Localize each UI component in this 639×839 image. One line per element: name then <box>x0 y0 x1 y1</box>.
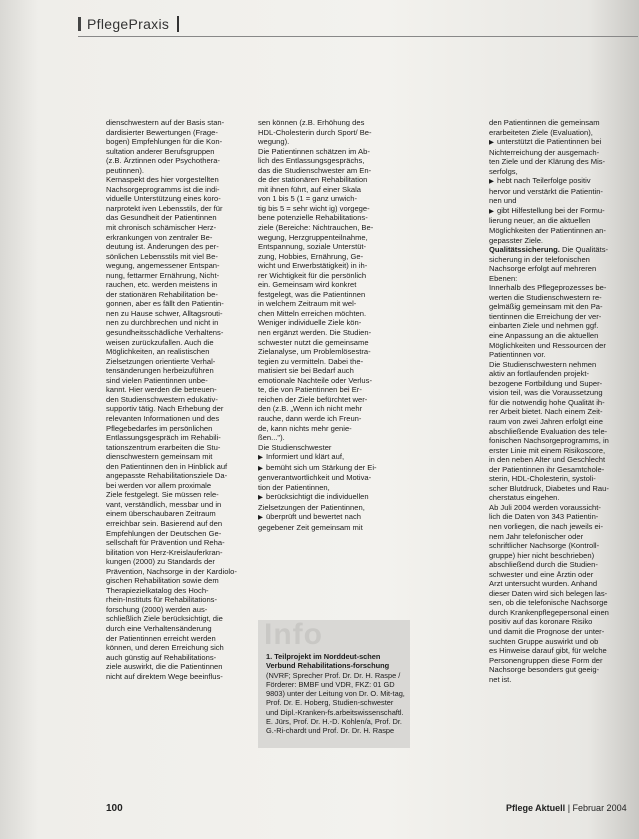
text-line: sicherung in der telefonischen <box>489 254 590 264</box>
text-line: vant, verständlich, messbar und in <box>106 499 222 509</box>
text-line: dieser Daten wird sich belegen las- <box>489 588 608 598</box>
text-line: ten Ziele und der Klärung des Mis- <box>489 157 606 167</box>
text-line: der Patientinnen ihr Gesamtchole- <box>489 464 605 474</box>
text-line: Patientinnen vor. <box>489 350 546 360</box>
info-box-lead: 1. Teilprojekt im Norddeut-schen Verbund Rehabilitations-forschung <box>266 652 390 671</box>
text-line: rer Arbeit bietet. Nach einem Zeit- <box>489 407 603 417</box>
text-line: den Patientinnen den in Hinblick auf <box>106 461 228 471</box>
text-line: Möglichkeiten und Ressourcen der <box>489 340 606 350</box>
text-line: schriftlicher Nachsorge (Kontroll- <box>489 541 600 551</box>
header-rule <box>78 36 638 37</box>
footer-credit <box>506 803 627 813</box>
text-line: das die Studienschwester am En- <box>258 165 372 175</box>
text-fragment: Die Qualitäts- <box>559 245 609 255</box>
section-title: PflegePraxis <box>87 16 170 32</box>
text-column-3 <box>489 118 637 684</box>
text-line: ziele (Bereiche: Nichtrauchen, Be- <box>258 223 374 233</box>
text-line: Nachsorgeprogramms ist die indi- <box>106 184 220 194</box>
text-line: Kernaspekt des hier vorgestellten <box>106 175 219 185</box>
footer-separator: | <box>567 803 573 813</box>
text-column-1 <box>106 118 254 681</box>
text-line: erster Linie mit einem Risikoscore, <box>489 445 606 455</box>
text-line: de der stationären Rehabilitation <box>258 175 368 185</box>
text-line: dardisierter Bewertungen (Frage- <box>106 127 218 137</box>
text-line: rauche, dann werde ich Freun- <box>258 413 362 423</box>
text-line: Nichterreichung der ausgemach- <box>489 147 600 157</box>
text-line: in welchem Zeitraum mit wel- <box>258 299 357 309</box>
text-line: nem Jahr telefonischer oder <box>489 531 584 541</box>
bullet-line: ▶ berücksichtigt die individuellen <box>258 492 410 503</box>
text-line: erkrankungen von zentraler Be- <box>106 232 213 242</box>
text-line: können, und deren Erreichung sich <box>106 643 224 653</box>
text-line: bilitation von Herz-Kreislauferkran- <box>106 547 223 557</box>
text-line: angepasste Rehabilitationsziele Da- <box>106 471 228 481</box>
text-line: Ab Juli 2004 werden voraussicht- <box>489 502 601 512</box>
issue-date: Februar 2004 <box>572 803 627 813</box>
text-line: erreichbar sein. Basierend auf den <box>106 518 223 528</box>
text-line: nen ergänzt werden. Die Studien- <box>258 328 372 338</box>
text-line: den (z.B. „Wenn ich nicht mehr <box>258 404 363 414</box>
page-number: 100 <box>106 803 123 814</box>
text-line: ziele auswirkt, die die Patientinnen <box>106 662 223 672</box>
text-line: erarbeiteten Ziele (Evaluation), <box>489 127 593 137</box>
text-line: gelmäßig gemeinsam mit den Pa- <box>489 302 603 312</box>
text-line: zung, Hobbies, Ernährung, Ge- <box>258 251 364 261</box>
text-line: schwester und eine Ärztin oder <box>489 569 594 579</box>
text-line: cherstatus eingehen. <box>489 493 560 503</box>
text-line: von 1 bis 5 (1 = ganz unwich- <box>258 194 357 204</box>
text-line: Nachsorge besonders gut geeig- <box>489 665 600 675</box>
text-line: bezogene Fortbildung und Super- <box>489 378 603 388</box>
text-line: net ist. <box>489 674 512 684</box>
text-line: schließlich Ziele berücksichtigt, die <box>106 614 223 624</box>
text-line: abschließende Evaluation des tele- <box>489 426 608 436</box>
info-box <box>258 620 410 748</box>
text-line: mit ihnen führt, auf einer Skala <box>258 184 361 194</box>
text-line: ßen..."). <box>258 433 285 443</box>
text-line: Möglichkeiten der Patientinnen an- <box>489 226 606 236</box>
text-column-2 <box>258 118 410 533</box>
text-line: chen Mitteln erreichen möchten. <box>258 308 367 318</box>
text-line: gesundheitsschädliche Verhaltens- <box>106 328 224 338</box>
text-line: kannt. Hier werden die betreuen- <box>106 385 217 395</box>
text-line: de, kann nichts mehr genie- <box>258 423 352 433</box>
text-line: Personengruppen diese Form der <box>489 655 603 665</box>
text-line: deutung ist. Änderungen des per- <box>106 242 219 252</box>
text-line: das Gesundheit der Patientinnen <box>106 213 217 223</box>
text-line: lich die Daten von 343 Patientin- <box>489 512 599 522</box>
header-marker <box>78 17 81 31</box>
text-line: und damit die Prognose der unter- <box>489 626 605 636</box>
text-line: forschung (2000) werden aus- <box>106 604 208 614</box>
text-line: einem überschaubaren Zeitraum <box>106 509 216 519</box>
text-line: nung, fettarmer Ernährung, Nicht- <box>106 270 220 280</box>
text-line: wegung, angemessener Entspan- <box>106 261 220 271</box>
bullet-line: ▶ bemüht sich um Stärkung der Ei- <box>258 463 410 474</box>
text-line: (z.B. Ärztinnen oder Psychothera- <box>106 156 220 166</box>
text-line: einbarten Ziele und nehmen ggf. <box>489 321 599 331</box>
text-line: positiv auf das koronare Risiko <box>489 617 593 627</box>
text-line: gruppe) hier nicht beschrieben) <box>489 550 595 560</box>
text-line: suchten Gruppe auswirkt und ob <box>489 636 599 646</box>
text-line: sultation anderer Berufsgruppen <box>106 146 215 156</box>
text-line: ein. Gemeinsam wird konkret <box>258 280 357 290</box>
text-line: relevanten Informationen und des <box>106 413 220 423</box>
text-line: durch eine Verhaltensänderung <box>106 623 212 633</box>
text-line: raum von zwei Jahren erfolgt eine <box>489 416 603 426</box>
text-line: sind vielen Patientinnen unbe- <box>106 375 208 385</box>
info-box-body: (NVRF; Sprecher Prof. Dr. Dr. H. Raspe / Förderer: BMBF und VDR, FKZ: 01 GD 9803) unter der Leitung von Dr. O. Mit-tag, Prof. Dr. E. Hoberg, Studien-schwester und Dipl.-Kranken-fs.arbeitswissenschaftl. E. Jürs, Prof. Dr. H.-D. Kohlen/a, Prof. Dr. G.-Ri-chardt und Prof. Dr. Dr. H. Raspe <box>266 670 405 736</box>
text-line: emotionale Nachteile oder Verlus- <box>258 375 372 385</box>
text-line: Arzt untersucht wurden. Anhand <box>489 579 598 589</box>
text-line: reichen der Ziele befürchtet wer- <box>258 394 368 404</box>
text-line: aktiv an fortlaufenden projekt- <box>489 369 590 379</box>
text-line: Weniger individuelle Ziele kön- <box>258 318 362 328</box>
text-line: narprotekt iven Lebensstils, der für <box>106 203 223 213</box>
text-line: gepasster Ziele. <box>489 235 544 245</box>
text-line: auch günstig auf Rehabilitations- <box>106 652 217 662</box>
text-line: Entspannung, soziale Unterstüt- <box>258 242 367 252</box>
text-line: viduelle Unterstützung eines koro- <box>106 194 221 204</box>
text-line: hervor und verstärkt die Patientin- <box>489 186 603 196</box>
magazine-name: Pflege Aktuell <box>506 803 566 813</box>
text-line: genverantwortlichkeit und Motiva- <box>258 473 372 483</box>
bullet-line: ▶ unterstützt die Patientinnen bei <box>489 137 637 148</box>
text-line: wegung). <box>258 137 290 147</box>
text-line: festgelegt, was die Patientinnen <box>258 289 366 299</box>
text-line: wicht und Erwerbstätigkeit) in ih- <box>258 261 368 271</box>
text-line: gegebener Zeit gemeinsam mit <box>258 522 363 532</box>
bullet-line: ▶ überprüft und bewertet nach <box>258 512 410 523</box>
text-line: sen, ob die telefonische Nachsorge <box>489 598 608 608</box>
text-line: es Hinweise darauf gibt, für welche <box>489 646 607 656</box>
text-line: nen und <box>489 196 517 206</box>
text-line: Innerhalb des Pflegeprozesses be- <box>489 283 607 293</box>
text-line: den Studienschwestern edukativ- <box>106 394 218 404</box>
text-line: vision teil, was die Voraussetzung <box>489 388 603 398</box>
text-line: serfolgs, <box>489 166 518 176</box>
text-line: scher Blutdruck, Diabetes und Rau- <box>489 483 609 493</box>
text-line: der Patientinnen erreicht werden <box>106 633 216 643</box>
bullet-line: ▶ gibt Hilfestellung bei der Formu- <box>489 206 637 217</box>
text-line: rhein-Instituts für Rehabilitations- <box>106 595 218 605</box>
text-line: dienschwestern auf der Basis stan- <box>106 118 225 127</box>
text-line: Die Studienschwester <box>258 442 332 452</box>
text-line: Zielsetzungen der Patientinnen, <box>258 502 365 512</box>
text-line: Möglichkeiten, an realistischen <box>106 347 210 357</box>
text-line: tegien zu vermitteln. Dabei the- <box>258 356 364 366</box>
text-line: Nachsorge erfolgt auf mehreren <box>489 264 597 274</box>
text-line: Therapiezielkatalog des Hoch- <box>106 585 209 595</box>
text-line: sellschaft für Prävention und Reha- <box>106 538 225 548</box>
text-line: Die Studienschwestern nehmen <box>489 359 597 369</box>
text-line: tensänderungen herbeizuführen <box>106 366 214 376</box>
text-line: te, die von Patientinnen bei Er- <box>258 385 362 395</box>
text-line: tig bis 5 = sehr wicht ig) vorgege- <box>258 203 370 213</box>
text-line: Pflegebedarfes im persönlichen <box>106 423 213 433</box>
header-divider <box>177 16 179 32</box>
text-line: nen zu Hause schwer, Alltagsrouti- <box>106 308 223 318</box>
text-line: nen vorliegen, die nach jeweils ei- <box>489 521 603 531</box>
section-header <box>78 14 190 34</box>
text-line: sen können (z.B. Erhöhung des <box>258 118 365 127</box>
text-line: weisen zurückzufallen. Auch die <box>106 337 214 347</box>
text-line: für die notwendig hohe Qualität ih- <box>489 397 605 407</box>
text-line: nicht auf direktem Wege beeinflus- <box>106 671 223 681</box>
text-line: eine Anpassung an die aktuellen <box>489 331 599 341</box>
text-line: abschließend durch die Studien- <box>489 560 598 570</box>
text-line: schwester nutzt die gemeinsame <box>258 337 369 347</box>
text-line: lierung neuer, an die aktuellen <box>489 216 591 226</box>
text-line: supportiv tätig. Nach Erhebung der <box>106 404 224 414</box>
text-line: kungen (2000) zu Standards der <box>106 557 215 567</box>
text-line: Die Patientinnen schätzen im Ab- <box>258 146 370 156</box>
text-line: Zielsetzungen orientierte Verhal- <box>106 356 216 366</box>
text-line: Prävention, Nachsorge in der Kardiolo- <box>106 566 237 576</box>
section-subheading: Qualitätssicherung. <box>489 245 560 255</box>
bullet-line: ▶ hebt nach Teilerfolge positiv <box>489 176 637 187</box>
text-line: durch Krankenpflegepersonal einen <box>489 607 609 617</box>
text-line: peutinnen). <box>106 165 144 175</box>
text-line: tion der Patientinnen, <box>258 482 330 492</box>
text-line: bei werden vor allem proximale <box>106 480 212 490</box>
text-line: Zielanalyse, um Problemlösestra- <box>258 347 371 357</box>
text-line: rer Wichtigkeit für die persönlich <box>258 270 367 280</box>
text-line: den Patientinnen die gemeinsam <box>489 118 600 127</box>
text-line: Empfehlungen der Deutschen Ge- <box>106 528 222 538</box>
text-line <box>489 245 637 255</box>
text-line: dienschwestern gemeinsam mit <box>106 452 213 462</box>
text-line: tationszentrum erarbeiten die Stu- <box>106 442 221 452</box>
text-line: Entlassungsgespräch im Rehabili- <box>106 433 221 443</box>
text-line: tientinnen die Erreichung der ver- <box>489 311 602 321</box>
text-line: sönlichen Lebensstils mit viel Be- <box>106 251 218 261</box>
text-line: fonischen Nachsorgeprogramms, in <box>489 436 609 446</box>
text-line: gonnen, aber es fällt den Patientin- <box>106 299 224 309</box>
text-line: gischen Rehabilitation sowie dem <box>106 576 219 586</box>
text-line: werten die Studienschwestern re- <box>489 292 602 302</box>
text-line: Ziele festgelegt. Sie müssen rele- <box>106 490 219 500</box>
text-line: HDL-Cholesterin durch Sport/ Be- <box>258 127 372 137</box>
text-line: sterin, HDL-Cholesterin, systoli- <box>489 474 596 484</box>
info-box-text <box>266 652 406 736</box>
text-line: Ebenen: <box>489 273 518 283</box>
info-box-title: Info <box>264 618 323 651</box>
text-line: bene potenzielle Rehabilitations- <box>258 213 368 223</box>
text-line: mit chronisch schämischer Herz- <box>106 223 217 233</box>
text-line: matisiert sie bei Bedarf auch <box>258 366 354 376</box>
bullet-line: ▶ Informiert und klärt auf, <box>258 452 410 463</box>
text-line: wegung, Herzgruppenteilnahme, <box>258 232 368 242</box>
text-line: bogen) Empfehlungen für die Kon- <box>106 137 223 147</box>
text-line: in den neben Alter und Geschlecht <box>489 455 606 465</box>
text-line: lich des Entlassungsgesprächs, <box>258 156 365 166</box>
text-line: rauchen, etc. werden meistens in <box>106 280 218 290</box>
text-line: der stationären Rehabilitation be- <box>106 289 218 299</box>
text-line: nen zu durchbrechen und nicht in <box>106 318 219 328</box>
